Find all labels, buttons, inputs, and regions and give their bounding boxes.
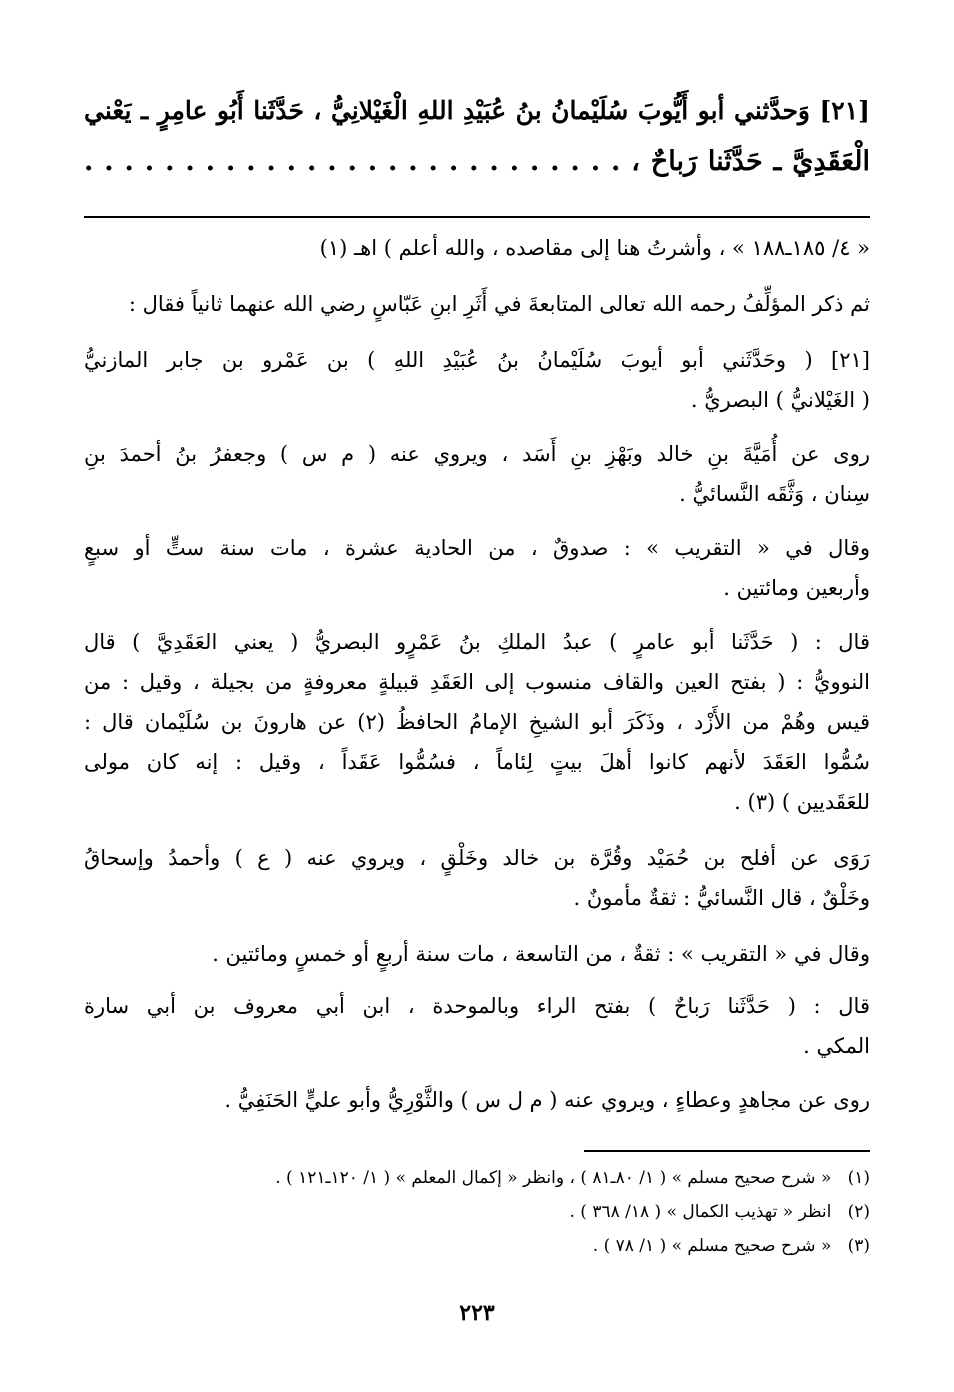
commentary-line: وقال في « التقريب » : صدوقٌ ، من الحادية عشرة ، مات سنة ستٍّ أو سبعٍ	[84, 536, 870, 560]
hadith-text	[84, 96, 870, 196]
commentary-line: رَوَى عن أفلح بن حُمَيْد وقُرَّة بن خالد وخَلْقٍ ، ويروي عنه ( ع ) وأحمدُ وإسحاقُ	[84, 846, 870, 870]
page-number: ٢٢٣	[459, 1300, 495, 1326]
commentary	[84, 236, 870, 1136]
commentary-line: سِنان ، وَثَّقَه النَّسائيُّ .	[679, 482, 870, 506]
commentary-line: « ٤/ ١٨٥ـ١٨٨ » ، وأشرتُ هنا إلى مقاصده ، والله أعلم ) اهـ (١)	[319, 236, 870, 260]
footnote-text: « شرح صحيح مسلم » ( ١/ ٧٨ ) .	[592, 1236, 832, 1256]
commentary-line: قال : ( حَدَّثَنا أبو عامرٍ ) عبدُ الملكِ بنُ عَمْرٍو البصريُّ ( يعني العَقَدِيَّ ) قال	[84, 630, 870, 654]
hadith-line: [٢١] وَحدَّثني أبو أَيُّوبَ سُلَيْمانُ بنُ عُبَيْدِ اللهِ الْغَيْلانِيُّ ، حَدَّثَنا أَبُو عامِرٍ ـ يَعْني	[84, 96, 870, 125]
footnote-separator-rule	[584, 1150, 870, 1152]
hadith-line: الْعَقَدِيَّ ـ حَدَّثَنا رَباحٌ ، . . . . . . . . . . . . . . . . . . . . . . . . . . .	[84, 146, 870, 177]
footnote-text: « شرح صحيح مسلم » ( ١/ ٨٠ـ٨١ ) ، وانظر « إكمال المعلم » ( ١/ ١٢٠ـ١٢١ ) .	[275, 1168, 832, 1188]
footnote-number: (٣)	[847, 1236, 870, 1256]
footnote-number: (٢)	[847, 1202, 870, 1222]
commentary-line: للعَقَديين ) (٣) .	[734, 790, 870, 814]
commentary-line: وقال في « التقريب » : ثقةٌ ، من التاسعة ، مات سنة أربعٍ أو خمسٍ ومائتين .	[212, 942, 870, 966]
footnote-item	[84, 1168, 870, 1188]
commentary-line: وخَلْقٌ ، قال النَّسائيُّ : ثقةٌ مأمونٌ .	[573, 886, 870, 910]
commentary-line: [٢١] ( وحَدَّثَني أبو أيوبَ سُلَيْمانُ بنُ عُبَيْدِ اللهِ ) بن عَمْرو بن جابر المازنيُّ	[84, 348, 870, 372]
footnote-number: (١)	[847, 1168, 870, 1188]
commentary-line: روى عن مجاهدٍ وعطاءٍ ، ويروي عنه ( م ل س ) والثَّوْرِيُّ وأبو عليٍّ الحَنَفِيُّ .	[224, 1088, 870, 1112]
commentary-line: النوويُّ : ( بفتح العين والقاف منسوب إلى العَقَدِ قبيلةٍ معروفةٍ من بجيلة ، وقيل : من	[84, 670, 870, 694]
commentary-line: قال : ( حَدَّثَنا رَباحٌ ) بفتح الراء وبالموحدة ، ابن أبي معروف بن أبي سارة	[84, 994, 870, 1018]
commentary-line: ثم ذكر المؤلِّفُ رحمه الله تعالى المتابعةَ في أَثَرِ ابنِ عَبّاسٍ رضي الله عنهما ثانياً فقال :	[128, 292, 870, 316]
commentary-line: وأربعين ومائتين .	[723, 576, 870, 600]
footnote-text: انظر « تهذيب الكمال » ( ١٨/ ٣٦٨ ) .	[569, 1202, 832, 1222]
commentary-line: ( الغَيْلانيُّ ) البصريُّ .	[690, 388, 870, 412]
footnote-item	[84, 1236, 870, 1256]
commentary-line: روى عن أُمَيَّةَ بنِ خالد وبَهْزِ بنِ أَسَد ، ويروي عنه ( م س ) وجعفرُ بنُ أحمدَ بنِ	[84, 442, 870, 466]
commentary-line: سُمُّوا العَقَدَ لأنهم كانوا أهلَ بيتٍ لِئاماً ، فسُمُّوا عَقَداً ، وقيل : إنه كان مولى	[84, 750, 870, 774]
matn-separator-rule	[84, 216, 870, 218]
commentary-line: قيس وهُمْ من الأَزْد ، وذَكَرَ أبو الشيخِ الإمامُ الحافظُ (٢) عن هارونَ بن سُلَيْمان قال :	[84, 710, 870, 734]
commentary-line: المكي .	[803, 1034, 870, 1058]
footnote-item	[84, 1202, 870, 1222]
footnotes	[84, 1168, 870, 1278]
